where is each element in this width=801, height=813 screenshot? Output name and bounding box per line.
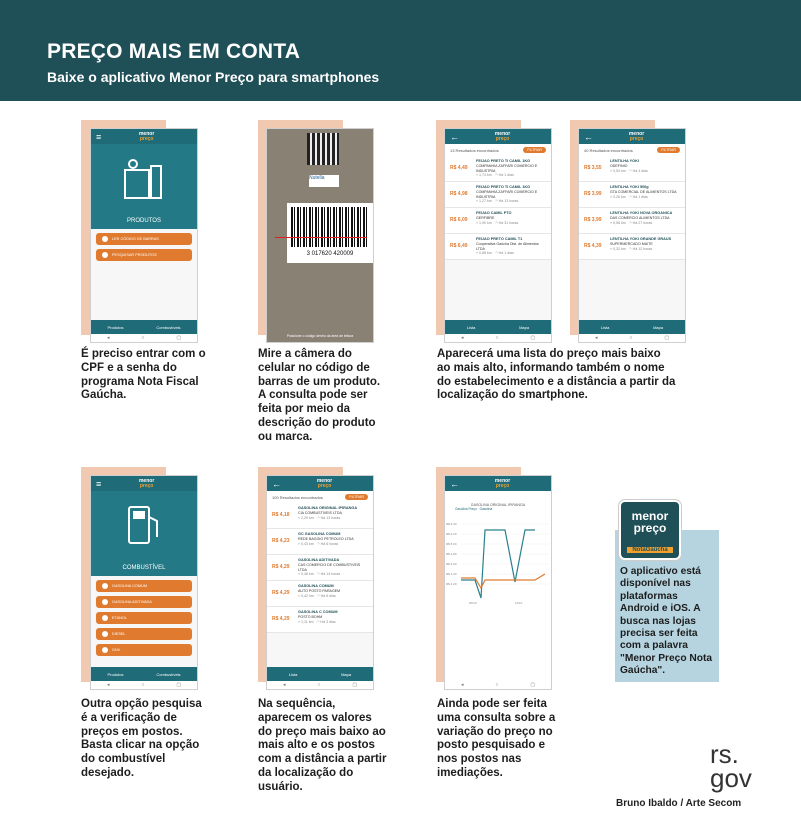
phone-list-1 <box>444 128 552 343</box>
menu-icon[interactable]: ≡ <box>96 131 102 142</box>
price: R$ 4,29 <box>272 564 290 570</box>
menu-icon[interactable]: ≡ <box>96 478 102 489</box>
caption-5: Na sequência, aparecem os valores do preço mais baixo ao mais alto e os postos com a distância a partir da localização do usuário. <box>258 698 387 793</box>
products-hero <box>91 144 197 229</box>
back-icon[interactable]: ◂ <box>106 335 110 341</box>
list-item[interactable]: R$ 4,29 GASOLINA ADITIVADA CAS COMERCIO DE COMBUSTIVEIS LTDA ⌖ 0,46 km ◷ Há 14 horas <box>267 555 373 581</box>
price: R$ 3,99 <box>584 217 602 223</box>
price: R$ 6,09 <box>450 217 468 223</box>
legend-a: Gasolina Preço <box>455 507 477 511</box>
phone-chart: ← menor preço GASOLINA ORIGINAL IPIRANGA Gasolina Preço · Gasolina R$ 6,40 R$ 6,20 R$ 5,00 R$ 4,80 R$ 4,60 R$ 4,40 R$ 4,20 20/10 11/10 ◂ ○ ▢ <box>444 475 552 690</box>
app-logo: menor preço <box>138 130 155 142</box>
app-logo: menor preço <box>138 477 155 489</box>
search-products-button[interactable]: PESQUISAR PRODUTOS <box>96 249 192 261</box>
caption-2: Mire a câmera do celular no código de barras de um produto. A consulta pode ser feita por meio da descrição do produto ou marca. <box>258 348 381 443</box>
filter-button[interactable]: FILTRAR <box>345 494 368 500</box>
phone-list-2 <box>578 128 686 343</box>
credit: Bruno Ibaldo / Arte Secom <box>616 798 742 809</box>
price: R$ 4,18 <box>272 512 290 518</box>
system-nav: ◂ ○ ▢ <box>445 334 551 342</box>
list-item[interactable]: R$ 3,99 LENTILHA YOKI 500g GTA COMERCIAL DE ALIMENTOS LTDA ⌖ 0,26 km ◷ Há 1 dias <box>579 182 685 208</box>
caption-6: Ainda pode ser feita uma consulta sobre a variação do preço no posto pesquisado e nos postos nas imediações. <box>437 698 556 779</box>
app-logo: menor preço <box>628 130 645 142</box>
tab-list[interactable]: Lista <box>288 671 298 677</box>
y-tick: R$ 5,00 <box>446 542 457 546</box>
x-tick: 11/10 <box>515 601 523 605</box>
phone-login <box>90 128 198 343</box>
result-count: 13 Resultados encontrados <box>450 147 499 153</box>
caption-1: É preciso entrar com o CPF e a senha do programa Nota Fiscal Gaúcha. <box>81 348 206 402</box>
scan-line <box>275 237 367 238</box>
back-arrow-icon[interactable]: ← <box>450 131 459 142</box>
result-count: 100 Resultados encontrados <box>272 494 323 500</box>
product-label: Nutella <box>309 175 339 187</box>
price: R$ 4,29 <box>272 590 290 596</box>
system-nav <box>91 334 197 342</box>
recent-icon[interactable]: ▢ <box>176 335 182 341</box>
home-icon[interactable]: ○ <box>141 335 145 341</box>
back-arrow-icon[interactable]: ← <box>272 478 281 489</box>
tab-map[interactable]: Mapa <box>653 324 664 330</box>
fuel-option[interactable]: GASOLINA ADITIVADA <box>96 596 192 608</box>
filter-button[interactable]: FILTRAR <box>657 147 680 153</box>
y-tick: R$ 4,80 <box>446 552 457 556</box>
tab-map[interactable]: Mapa <box>341 671 352 677</box>
price: R$ 4,98 <box>450 191 468 197</box>
tab-list[interactable]: Lista <box>600 324 610 330</box>
system-nav: ◂ ○ ▢ <box>579 334 685 342</box>
x-tick: 20/10 <box>469 601 477 605</box>
app-topbar <box>91 129 197 144</box>
y-tick: R$ 4,40 <box>446 572 457 576</box>
legend-b: Gasolina <box>479 507 493 511</box>
price: R$ 6,49 <box>450 243 468 249</box>
system-nav: ◂ ○ ▢ <box>91 681 197 689</box>
y-tick: R$ 6,20 <box>446 532 457 536</box>
barcode: 3 017620 420009 <box>287 203 373 263</box>
fuel-hero <box>91 491 197 576</box>
page-subtitle: Baixe o aplicativo Menor Preço para smartphones <box>47 69 380 85</box>
fuel-option[interactable]: ETANOL <box>96 612 192 624</box>
caption-3: Aparecerá uma lista do preço mais baixo ao mais alto, informando também o nome do estabelecimento e a distância a partir da localização do smartphone. <box>437 348 676 402</box>
qr-code <box>307 133 339 165</box>
caption-4: Outra opção pesquisa é a verificação de preços em postos. Basta clicar na opção do combustível desejado. <box>81 698 202 779</box>
price: R$ 4,23 <box>272 538 290 544</box>
rs-gov-logo: rs. gov <box>710 739 752 793</box>
price: R$ 3,55 <box>584 165 602 171</box>
price-chart <box>445 518 551 608</box>
tab-fuel[interactable]: Combustíveis <box>156 324 181 330</box>
app-logo: menor preço <box>494 130 511 142</box>
list-item[interactable]: R$ 4,39 LENTILHA YOKI GRANDE GRAUS SUPERMERCADO MAITE ⌖ 0,32 km ◷ Há 12 horas <box>579 234 685 260</box>
tab-products[interactable]: Produtos <box>107 671 124 677</box>
scan-barcode-button[interactable]: LER CÓDIGO DE BARRAS <box>96 233 192 245</box>
price: R$ 4,49 <box>450 165 468 171</box>
phone-scanner <box>266 128 374 343</box>
tab-fuel[interactable]: Combustíveis <box>156 671 181 677</box>
list-item[interactable]: R$ 4,98 FEIJAO PRETO TI CAMIL 1KG COMPANHIA ZAFFARI COMERCIO E INDUSTRIA ⌖ 1,27 km ◷ Há 13 horas <box>445 182 551 208</box>
app-logo: menor preço <box>494 477 511 489</box>
chart-title: GASOLINA ORIGINAL IPIRANGA <box>470 503 526 507</box>
y-tick: R$ 4,60 <box>446 562 457 566</box>
category-label: COMBUSTÍVEL <box>122 565 166 571</box>
list-item[interactable]: R$ 4,29 GASOLINA COMUM AUTO POSTO PARAGEM ⌖ 0,42 km ◷ Há 6 dias <box>267 581 373 607</box>
list-item[interactable]: R$ 3,55 LENTILHA YOKI ODEFINIO ⌖ 0,54 km ◷ Há 4 dias <box>579 156 685 182</box>
list-item[interactable]: R$ 3,99 LENTILHA YOKI NOVA ORGANICA DAS COMERCIO ALIMENTOS LTDA ⌖ 0,58 km ◷ Há 27 horas <box>579 208 685 234</box>
shopping-icon <box>121 156 169 204</box>
category-label: PRODUTOS <box>127 218 161 224</box>
y-tick: R$ 6,40 <box>446 522 457 526</box>
system-nav: ◂ ○ ▢ <box>445 681 551 689</box>
app-topbar <box>445 476 551 491</box>
price: R$ 3,99 <box>584 191 602 197</box>
app-logo: menor preço <box>316 477 333 489</box>
fuel-option[interactable]: GASOLINA COMUM <box>96 580 192 592</box>
app-topbar <box>445 129 551 144</box>
header-banner <box>0 0 801 101</box>
tab-products[interactable]: Produtos <box>107 324 124 330</box>
app-topbar <box>91 476 197 491</box>
result-count: 40 Resultados encontrados <box>584 147 633 153</box>
menor-preco-logo: menor preço NotaGaúcha <box>619 500 681 560</box>
app-topbar <box>267 476 373 491</box>
phone-fuel <box>90 475 198 690</box>
y-tick: R$ 4,20 <box>446 582 457 586</box>
system-nav: ◂ ○ ▢ <box>267 681 373 689</box>
list-item[interactable]: R$ 6,09 FEIJAO CAMIL PTO GERFIBRE ⌖ 1,90 km ◷ Há 31 horas <box>445 208 551 234</box>
bottom-nav <box>579 320 685 334</box>
scan-hint: Posicione o código dentro da área de leitura <box>286 334 354 338</box>
series-b <box>461 574 545 588</box>
list-item[interactable]: R$ 4,18 GASOLINA ORIGINAL IPIRANGA CIA COMBUSTIVEIS LTDA ⌖ 2,29 km ◷ Há 13 horas <box>267 503 373 529</box>
tab-map[interactable]: Mapa <box>519 324 530 330</box>
app-topbar <box>579 129 685 144</box>
list-item[interactable]: R$ 6,49 FEIJAO PRETO CAMIL T1 Cooperativa Gaúcha Dist. de Alimentos LTDA ⌖ 0,88 km ◷ Há 1 dias <box>445 234 551 260</box>
price: R$ 4,39 <box>584 243 602 249</box>
fuel-option[interactable]: GNV <box>96 644 192 656</box>
list-item[interactable]: R$ 4,29 GASOLINA C COMUM POSTO BOHM ⌖ 1,11 km ◷ Há 3 dias <box>267 607 373 633</box>
list-item[interactable]: R$ 4,23 GC GASOLINA COMUM REDE BAGGIO PETROLEO LTDA ⌖ 0,43 km ◷ Há 6 horas <box>267 529 373 555</box>
list-item[interactable]: R$ 4,49 FEIJAO PRETO TI CAMIL 1KG COMPANHIA ZAFFARI COMERCIO E INDUSTRIA ⌖ 1,73 km ◷ Há 1 dias <box>445 156 551 182</box>
tab-list[interactable]: Lista <box>466 324 476 330</box>
bottom-nav <box>445 320 551 334</box>
bottom-nav <box>267 667 373 681</box>
fuel-pump-icon <box>125 503 165 551</box>
bottom-nav <box>91 667 197 681</box>
page-title: PREÇO MAIS EM CONTA <box>47 40 301 63</box>
back-arrow-icon[interactable]: ← <box>450 478 459 489</box>
phone-list-3 <box>266 475 374 690</box>
promo-text: O aplicativo está disponível nas plataformas Android e iOS. A busca nas lojas precisa ser feita com a palavra "Menor Preço Nota Gaúcha". <box>620 566 713 677</box>
fuel-option[interactable]: DIESEL <box>96 628 192 640</box>
filter-button[interactable]: FILTRAR <box>523 147 546 153</box>
bottom-nav <box>91 320 197 334</box>
back-arrow-icon[interactable]: ← <box>584 131 593 142</box>
price: R$ 4,29 <box>272 616 290 622</box>
